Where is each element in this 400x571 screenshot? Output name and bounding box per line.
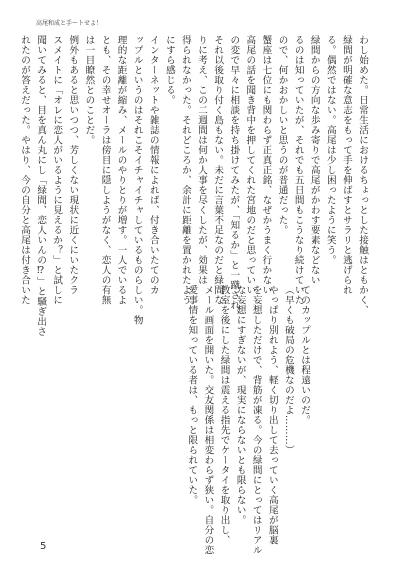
text-column: てのカップルとは程遠いのだ。 <box>299 285 310 425</box>
upper-text-block <box>19 35 370 337</box>
text-column: 蟹座は七位にも関わらず正真正銘、なぜかうまく行かない <box>260 35 272 295</box>
text-column: 例外もあると思いつつ、芳しくない現状に近くにいたクラ <box>67 35 79 295</box>
text-column: ので、何かおかしいと思うのが普通だった。 <box>276 35 288 235</box>
text-column: を妄想しただけで、背筋が凍る。今の緑間にとってはリアル <box>250 285 262 555</box>
text-column: メール画面を開いた。交友関係は相変わらず狭い。自分の恋 <box>202 285 214 555</box>
text-column: にすら感じる。 <box>163 35 175 105</box>
text-column: それ以後取り付く島もない。未だに言葉不足なのだと緑間な <box>212 35 224 305</box>
text-column: れたのが答えだった。やはり、今の自分と高尾は付き合いた <box>19 35 31 305</box>
text-column: 高尾の話を聞き背中を押してくれた宮地のだと思っていい <box>244 35 256 295</box>
text-column: りに考え、この二週間は何か人事を尽くしたが、効果は <box>196 35 208 285</box>
text-column: るのは知っていたが、それでも五日間もこうなり続けていた <box>292 35 304 305</box>
text-column: 愛事情を知っている者は、もっと限られていた。 <box>186 285 198 505</box>
text-column: 緑間からの方向な歩み寄りで高尾がかわす要素などない <box>308 35 320 285</box>
text-column: 理的な距離が縮み、メールのやりとりが増す。一人でいるよ <box>115 35 127 305</box>
text-column: わし始めた。日常生活におけるちょっとした接触はともかく、 <box>357 35 368 315</box>
text-column: やっぱり別れよう、軽く切り出して去っていく高尾が脳裏 <box>266 285 278 545</box>
text-column: 得られなかった。それどころか、余計に距離を置かれたよう <box>179 35 191 305</box>
lower-text-block <box>100 285 312 555</box>
text-column: スメイトに「オレに恋人がいるように見えるか？」と試しに <box>51 35 63 305</box>
running-head: 高尾和成と手ートせよ！ <box>36 20 103 27</box>
text-column: の変で早々に相談を持ち掛けてみたが、「知るか」と一蹴され、 <box>228 35 240 321</box>
text-column: インターネットや雑誌の情報によれば、付き合いたてのカ <box>147 35 159 295</box>
text-column: 教室を後にした緑間は震える指先でケータイを取り出し、 <box>218 285 230 545</box>
text-column: は一目瞭然とのことだ。 <box>83 35 95 145</box>
text-column: 聞いてみると、目を真ん丸にし「緑間、恋人いんの⁉」と騒ぎ出さ <box>35 35 47 337</box>
text-column: ップルというのはそれこそイチャイチャしているものらしい。物 <box>131 35 143 325</box>
text-column: とも、その幸せオーラは傍目に隠しようがなく、恋人の有無 <box>99 35 111 305</box>
text-column: る。偶然ではない。高尾は少し困ったように笑う。 <box>324 35 336 265</box>
text-column: な妄想にすぎないが、現実にならないとも限らない。 <box>234 285 246 525</box>
text-column: 緑間が明確な意志をもって手を伸ばすとサラリと逃げられ <box>340 35 352 295</box>
page-number: 5 <box>40 541 47 552</box>
text-column: （早くも破局の危機なのだよ………） <box>282 285 294 455</box>
